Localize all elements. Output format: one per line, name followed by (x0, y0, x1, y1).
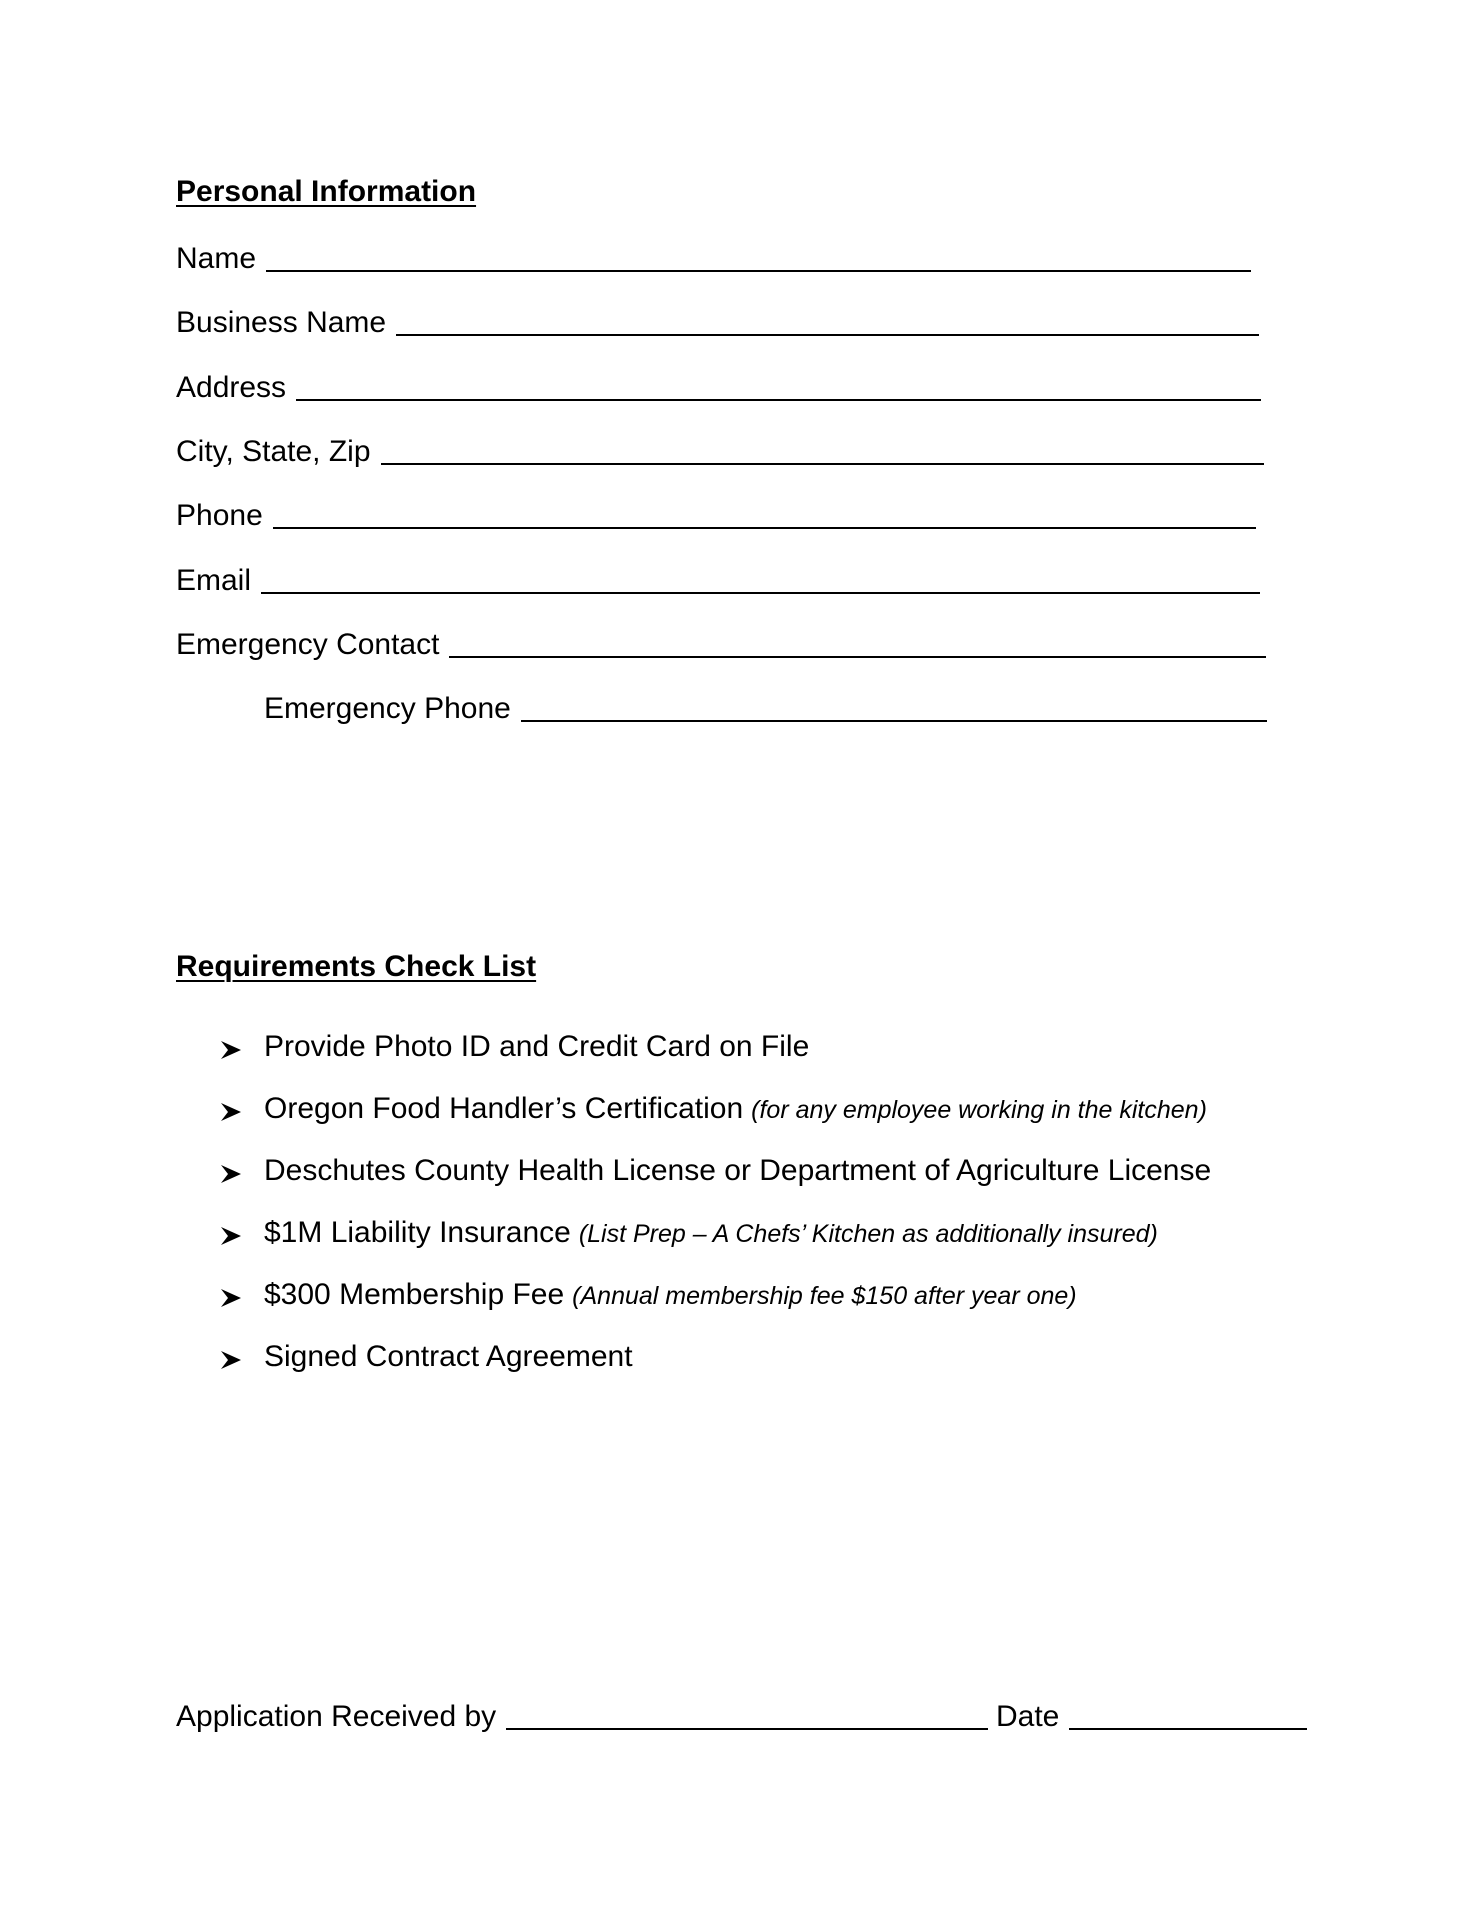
business-name-label: Business Name (176, 306, 387, 339)
requirements-heading: Requirements Check List (176, 950, 537, 983)
received-by-field[interactable] (176, 1694, 988, 1734)
requirement-text: Signed Contract Agreement (264, 1340, 633, 1373)
date-label: Date (996, 1700, 1060, 1733)
list-item (220, 1340, 1360, 1402)
city-state-zip-field[interactable] (176, 429, 1264, 469)
requirements-list (220, 1030, 1360, 1402)
business-name-field[interactable] (176, 300, 1259, 340)
requirement-note: (Annual membership fee $150 after year one) (572, 1282, 1077, 1310)
phone-label: Phone (176, 499, 263, 532)
list-item (220, 1278, 1360, 1340)
name-input-line[interactable] (266, 238, 1251, 272)
email-field[interactable] (176, 558, 1260, 598)
arrow-bullet-icon (220, 1344, 264, 1378)
arrow-bullet-icon (220, 1282, 264, 1316)
name-field[interactable] (176, 236, 1251, 276)
list-item (220, 1216, 1360, 1278)
requirement-note: (for any employee working in the kitchen) (751, 1096, 1207, 1124)
name-label: Name (176, 242, 257, 275)
emergency-phone-input-line[interactable] (521, 688, 1267, 722)
requirement-text: Deschutes County Health License or Department of Agriculture License (264, 1154, 1212, 1187)
received-by-input-line[interactable] (506, 1696, 988, 1730)
phone-field[interactable] (176, 493, 1256, 533)
requirement-text: $300 Membership Fee (264, 1278, 565, 1311)
date-field[interactable] (996, 1694, 1307, 1734)
address-label: Address (176, 371, 287, 404)
list-item (220, 1154, 1360, 1216)
emergency-contact-input-line[interactable] (449, 624, 1266, 658)
requirement-text: $1M Liability Insurance (264, 1216, 571, 1249)
address-input-line[interactable] (296, 367, 1261, 401)
emergency-phone-label: Emergency Phone (264, 692, 511, 725)
arrow-bullet-icon (220, 1096, 264, 1130)
emergency-contact-label: Emergency Contact (176, 628, 440, 661)
email-label: Email (176, 564, 252, 597)
address-field[interactable] (176, 365, 1261, 405)
arrow-bullet-icon (220, 1034, 264, 1068)
emergency-contact-field[interactable] (176, 622, 1266, 662)
requirement-text: Oregon Food Handler’s Certification (264, 1092, 744, 1125)
list-item (220, 1092, 1360, 1154)
personal-info-heading: Personal Information (176, 175, 477, 208)
arrow-bullet-icon (220, 1158, 264, 1192)
requirement-note: (List Prep – A Chefs’ Kitchen as additionally insured) (578, 1220, 1158, 1248)
date-input-line[interactable] (1069, 1696, 1307, 1730)
business-name-input-line[interactable] (396, 302, 1259, 336)
city-state-zip-label: City, State, Zip (176, 435, 371, 468)
requirement-text: Provide Photo ID and Credit Card on File (264, 1030, 810, 1063)
city-state-zip-input-line[interactable] (381, 431, 1264, 465)
list-item (220, 1030, 1360, 1092)
arrow-bullet-icon (220, 1220, 264, 1254)
received-by-label: Application Received by (176, 1700, 497, 1733)
phone-input-line[interactable] (273, 495, 1256, 529)
emergency-phone-field[interactable] (264, 686, 1267, 726)
email-input-line[interactable] (261, 560, 1260, 594)
